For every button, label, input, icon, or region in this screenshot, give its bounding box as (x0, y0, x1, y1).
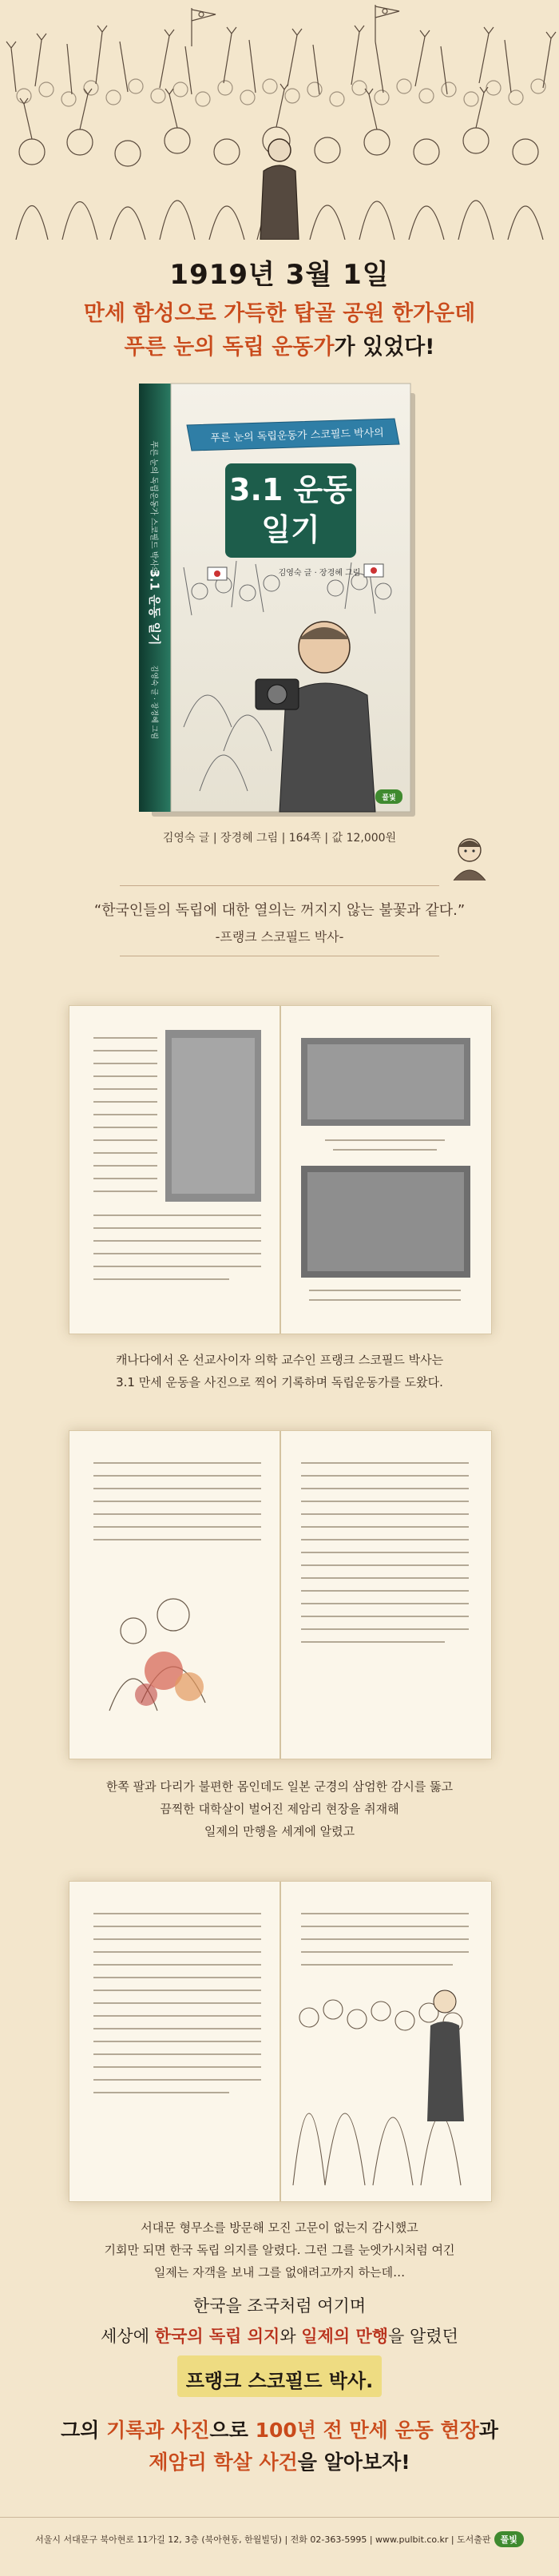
outro-line-2-e: 을 알렸던 (388, 2327, 458, 2346)
name-badge-text: 프랭크 스코필드 박사. (185, 2370, 374, 2392)
headline-rest: 가 있었다! (334, 335, 435, 360)
quote-text: “한국인들의 독립에 대한 열의는 꺼지지 않는 불꽃과 같다.” (93, 902, 466, 919)
outro-line-2 (0, 2324, 559, 2347)
final-line-1-highlight-1: 기록과 사진 (106, 2419, 210, 2442)
spread-2-caption (0, 1775, 559, 1843)
publisher-logo: 풀빛 (494, 2531, 524, 2547)
footer (0, 2531, 559, 2547)
spread-2-caption-line-3: 일제의 만행을 세계에 알렸고 (204, 1824, 355, 1839)
quote-divider-top (120, 885, 439, 886)
outro-line-2-c: 와 (280, 2327, 302, 2346)
cover-title: 3.1 운동 일기 (229, 472, 352, 547)
spread-3-caption-line-2: 기회만 되면 한국 독립 의지를 알렸다. 그런 그를 눈엣가시처럼 여긴 (104, 2243, 455, 2257)
outro-line-1: 한국을 조국처럼 여기며 (192, 2296, 367, 2316)
book-spread-2 (69, 1430, 492, 1759)
portrait-sketch-icon (447, 831, 492, 881)
outro-line-2-highlight-2: 일제의 만행 (301, 2327, 389, 2346)
quote-source: -프랭크 스코필드 박사- (215, 929, 344, 944)
headline-highlight: 푸른 눈의 독립 운동가 (124, 335, 335, 360)
headline-date: 1919년 3월 1일 (169, 259, 390, 291)
final-line-1-highlight-2: 100년 전 만세 운동 현장 (255, 2419, 479, 2442)
spread-1-caption-line-1: 캐나다에서 온 선교사이자 의학 교수인 프랭크 스코필드 박사는 (115, 1353, 444, 1367)
final-line-1-e: 과 (478, 2419, 498, 2442)
final-line-1-a: 그의 (61, 2419, 107, 2442)
book-cover-art (136, 376, 423, 823)
book-spread-1 (69, 1005, 492, 1334)
headline-line-2 (0, 329, 559, 360)
spine-banner: 푸른 눈의 독립운동가 스코필드 박사의 (149, 440, 158, 574)
spread-3-caption (0, 2216, 559, 2284)
spread-2-caption-line-2: 끔찍한 대학살이 벌어진 제암리 현장을 취재해 (160, 1802, 399, 1816)
book-spread-3 (69, 1881, 492, 2202)
final-line-2-rest: 을 알아보자! (297, 2451, 410, 2474)
spread-1-caption (0, 1349, 559, 1393)
footer-text: 서울시 서대문구 북아현로 11가길 12, 3층 (북아현동, 한월빌딩) | 전화 02-363-5995 | www.pulbit.co.kr | 도서출판 (35, 2534, 491, 2545)
spread-2-caption-line-1: 한쪽 팔과 다리가 불편한 몸인데도 일본 군경의 삼엄한 감시를 뚫고 (105, 1779, 454, 1794)
cover-publisher-logo: 풀빛 (382, 794, 396, 802)
footer-divider (0, 2517, 559, 2518)
outro-line-2-highlight-1: 한국의 독립 의지 (154, 2327, 280, 2346)
cover-credit: 김영숙 글 · 장경혜 그림 (278, 569, 361, 578)
spread-3-caption-line-3: 일제는 자객을 보내 그를 없애려고까지 하는데… (153, 2265, 406, 2280)
final-line-1-c: 으로 (209, 2419, 256, 2442)
spine-credit: 김영숙 글 · 장경혜 그림 (149, 665, 158, 740)
spread-2-pages (69, 1431, 491, 1759)
spine-title: 3.1 운동 일기 (147, 569, 162, 646)
outro-line-2-a: 세상에 (101, 2327, 155, 2346)
headline-line-1: 만세 함성으로 가득한 탑골 공원 한가운데 (83, 301, 476, 326)
final-line-1 (0, 2415, 559, 2443)
spread-1-caption-line-2: 3.1 만세 운동을 사진으로 찍어 기록하며 독립운동가를 도왔다. (116, 1375, 443, 1389)
spread-3-pages (69, 1882, 491, 2201)
book-cover (136, 376, 423, 823)
book-meta: 김영숙 글 | 장경혜 그림 | 164쪽 | 값 12,000원 (162, 832, 397, 845)
final-line-2-highlight: 제암리 학살 사건 (149, 2451, 298, 2474)
cover-banner: 푸른 눈의 독립운동가 스코필드 박사의 (210, 427, 384, 445)
spread-1-pages (69, 1006, 491, 1334)
spread-3-caption-line-1: 서대문 형무소를 방문해 모진 고문이 없는지 감시했고 (141, 2220, 418, 2235)
final-line-2 (0, 2447, 559, 2475)
crowd-illustration (0, 0, 559, 240)
